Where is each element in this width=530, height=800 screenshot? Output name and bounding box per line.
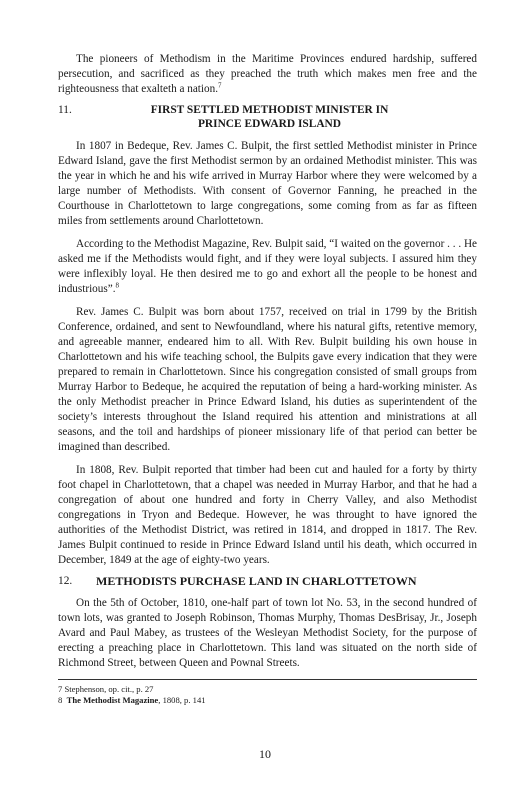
document-page	[58, 52, 477, 706]
section-12-heading	[58, 574, 477, 588]
footnote-ref-8: 8	[115, 281, 119, 290]
paragraph-bulpit-biography: Rev. James C. Bulpit was born about 1757, received on trial in 1799 by the British Conference, ordained, and sent to Newfoundland, where his natural gifts, retentive memory, and agreeable manner, endeared him to all. With Rev. Bulpit building his own house in Charlottetown and his wife teaching school, the Bulpits gave every indication that they were prepared to remain in Charlottetown. Since his congregation consisted of small groups from Murray Harbor to Bedeque, he acquired the reputation of being a hard-working minister. As the only Methodist preacher in Prince Edward Island, his duties as superintendent of the society’s interests throughout the Island required his attention and ministrations at all seasons, and the toil and hardships of pioneer missionary life of that period can better be imagined than described.	[58, 306, 477, 453]
section-12-title: METHODISTS PURCHASE LAND IN CHARLOTTETOWN	[96, 574, 417, 588]
footnote-divider	[58, 679, 477, 680]
footnote-8-title: The Methodist Magazine	[66, 695, 159, 705]
section-11-title-line1: FIRST SETTLED METHODIST MINISTER IN	[150, 104, 389, 116]
section-11-number: 11.	[58, 104, 72, 116]
paragraph-bulpit-arrival: In 1807 in Bedeque, Rev. James C. Bulpit, the first settled Methodist minister in Prince Edward Island, gave the first Methodist sermon by an ordained Methodist minister. This was the year in which he and his wife arrived in Murray Harbor where they were welcomed by a large number of Methodists. With consent of Governor Fanning, he preached in the Courthouse in Charlottetown to large congregations, some coming from as far as fifteen miles from settlements around Charlottetown.	[58, 140, 477, 227]
page-number: 10	[259, 747, 271, 761]
section-11-title	[96, 103, 477, 131]
paragraph-land-purchase: On the 5th of October, 1810, one-half part of town lot No. 53, in the second hundred of town lots, was granted to Joseph Robinson, Thomas Murphy, Thomas DesBrisay, Jr., Joseph Avard and Paul Mabey, as trustees of the Wesleyan Methodist Society, for the purpose of erecting a preaching place in Charlottetown. This land was situated on the north side of Richmond Street, between Queen and Pownal Streets.	[58, 597, 477, 669]
footnote-8-number: 8	[58, 695, 63, 705]
paragraph-chapel-report: In 1808, Rev. Bulpit reported that timber had been cut and hauled for a forty by thirty foot chapel in Charlottetown, that a chapel was needed in Murray Harbor, and that he had a congregation of about one hundred and forty in Cherry Valley, and also Methodist congregations in Tryon and Bedeque. However, he was throught to have ignored the authorities of the Methodist District, was retired in 1814, and dropped in 1817. The Rev. James Bulpit continued to reside in Prince Edward Island until his death, which occurred in December, 1849 at the age of eighty-two years.	[58, 464, 477, 566]
footnote-8	[58, 695, 477, 706]
section-12-number: 12.	[58, 575, 73, 587]
intro-paragraph	[58, 52, 477, 97]
section-11-heading	[58, 103, 477, 131]
paragraph-methodist-magazine-quote	[58, 237, 477, 297]
intro-text: The pioneers of Methodism in the Maritime Provinces endured hardship, suffered persecution, and sacrificed as they preached the truth which makes men free and the righteousness that exalteth a nation.	[58, 53, 477, 95]
footnote-8-citation: , 1808, p. 141	[158, 695, 206, 705]
section-11-title-line2: PRINCE EDWARD ISLAND	[197, 118, 342, 130]
footnote-ref-7: 7	[218, 81, 222, 90]
footnote-7: 7 Stephenson, op. cit., p. 27	[58, 684, 154, 694]
quote-text: According to the Methodist Magazine, Rev. Bulpit said, “I waited on the governor . . . He asked me if the Methodists would fight, and if they were loyal subjects. I assured him they were inflexibly loyal. He then desired me to go and exhort all the people to be honest and industrious”.	[58, 238, 477, 295]
